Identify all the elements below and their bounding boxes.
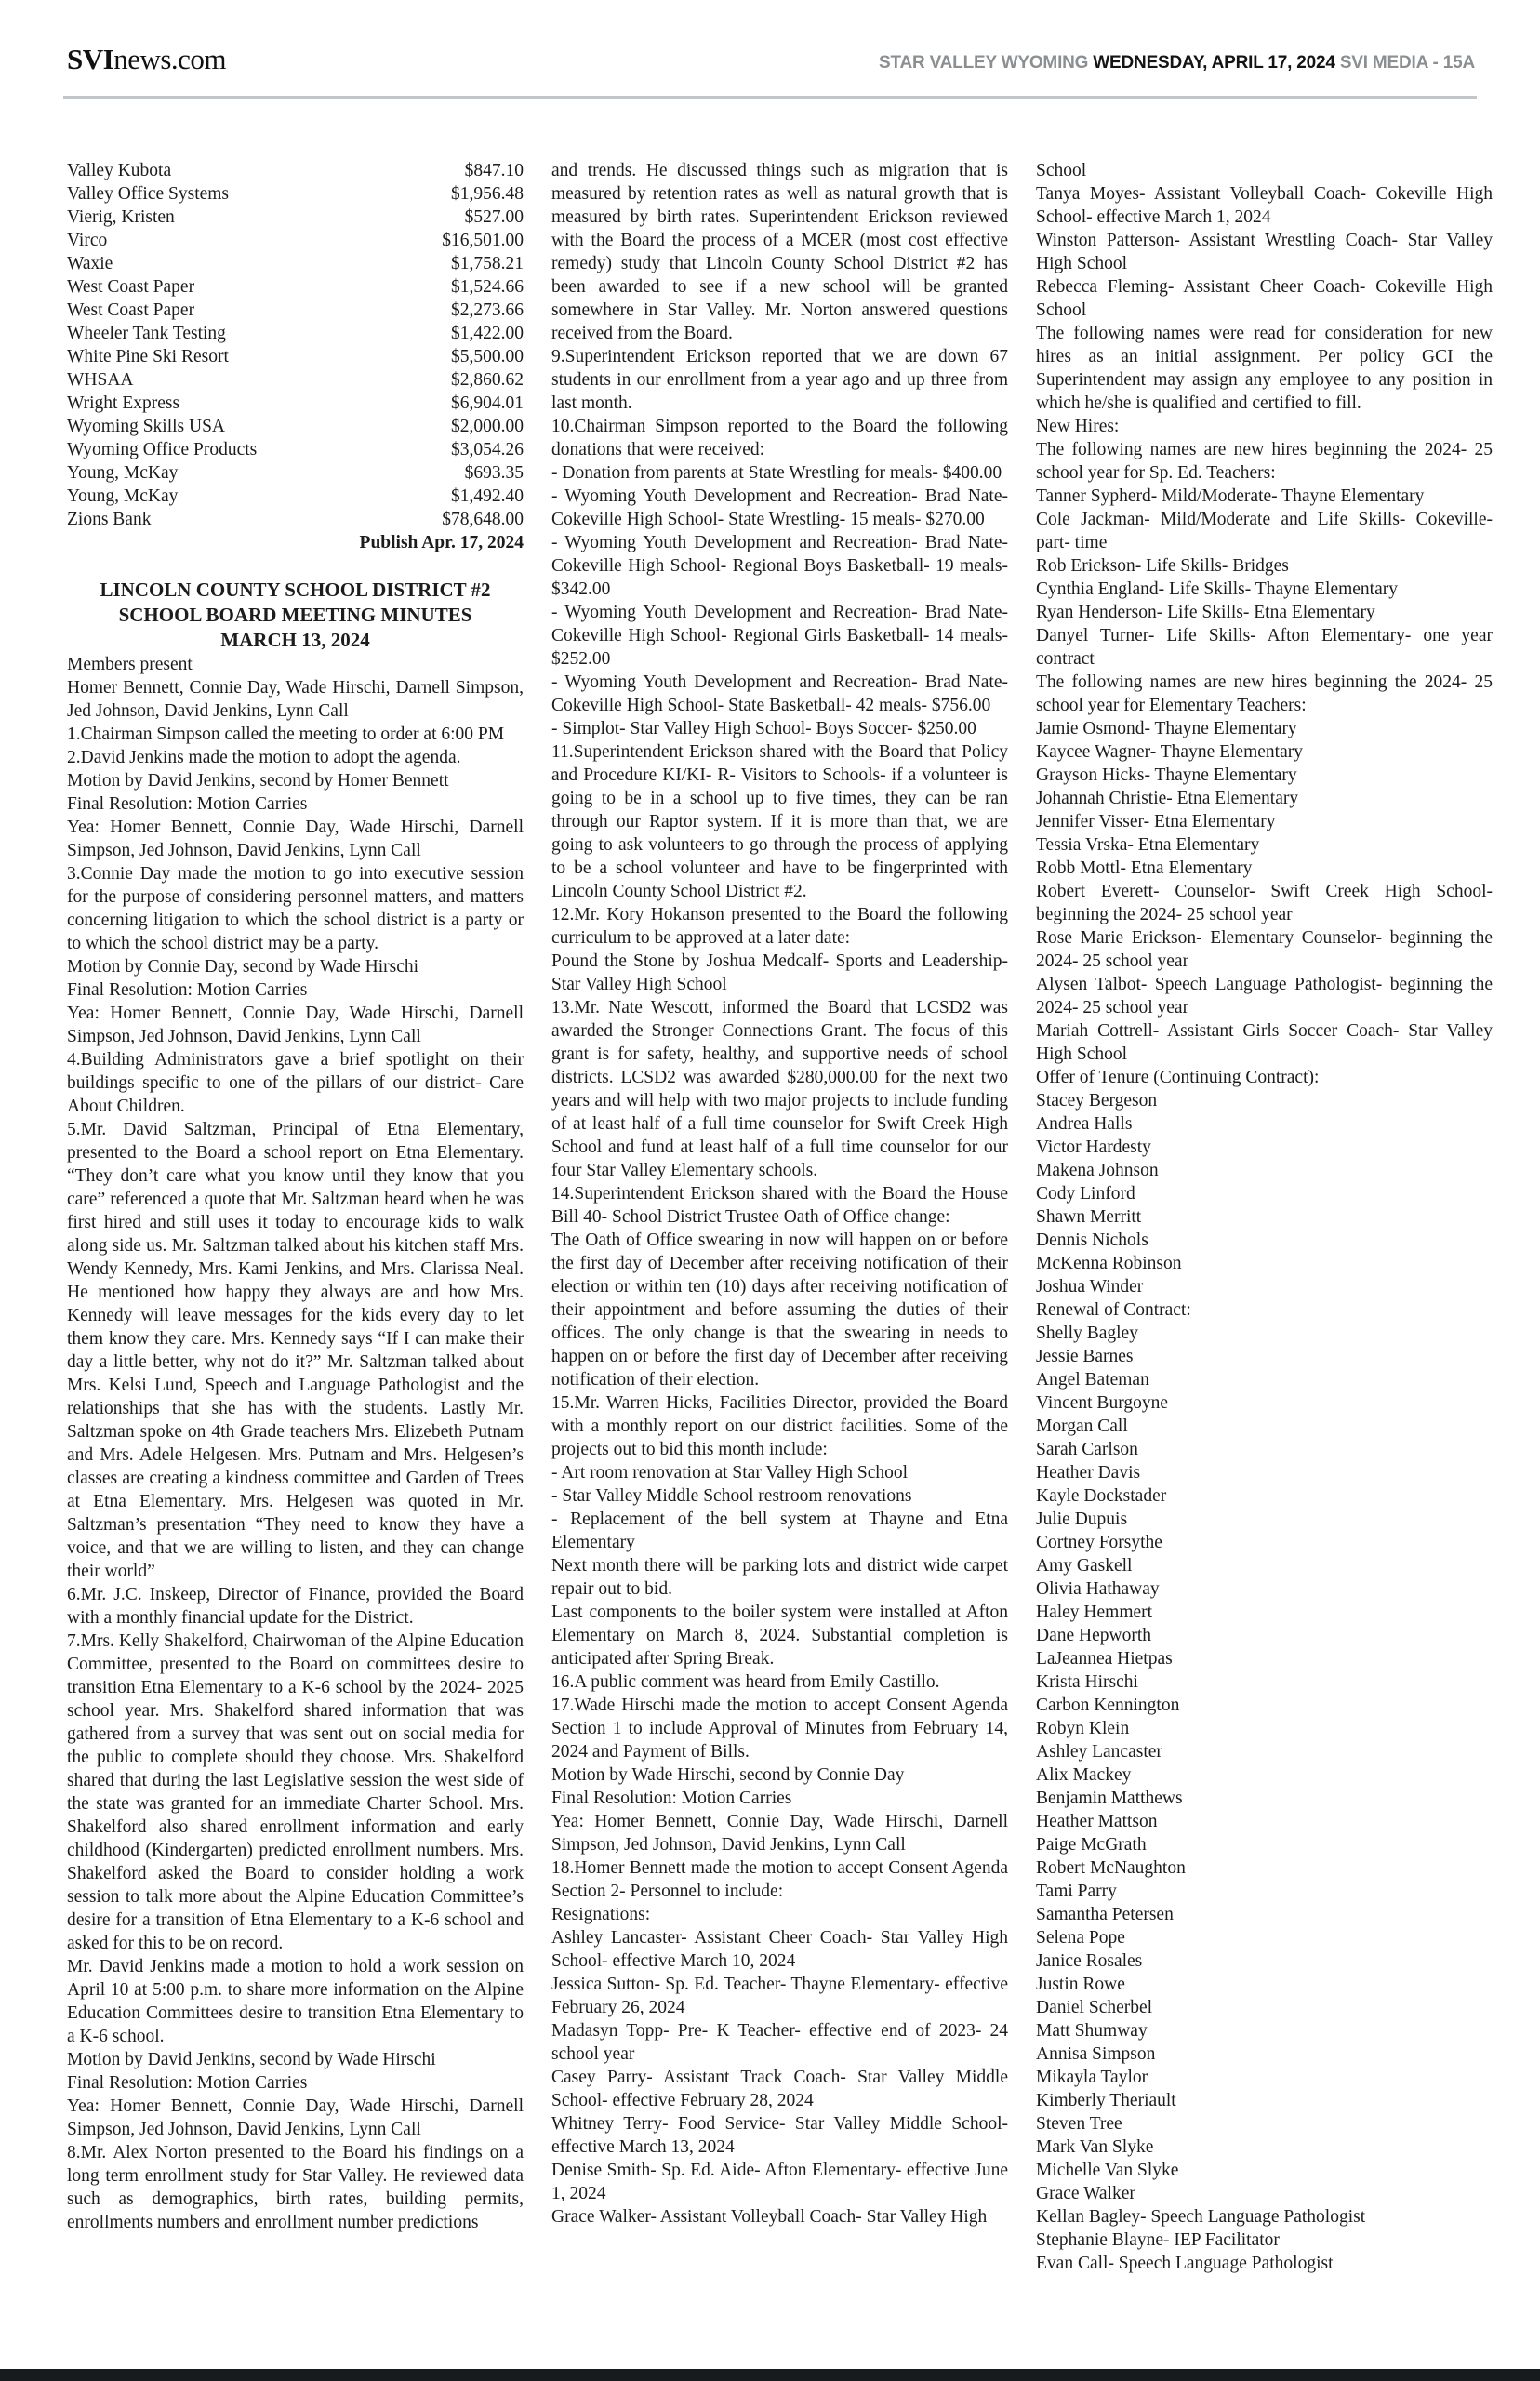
- minutes-paragraph: Amy Gaskell: [1036, 1556, 1133, 1576]
- minutes-paragraph: Kaycee Wagner- Thayne Elementary: [1036, 742, 1303, 762]
- minutes-paragraph: Rebecca Fleming- Assistant Cheer Coach- Cokeville High School: [1036, 277, 1493, 320]
- header-divider: [63, 96, 1477, 99]
- header-region: STAR VALLEY WYOMING: [878, 53, 1094, 73]
- minutes-paragraph: Motion by Connie Day, second by Wade Hirschi: [67, 957, 419, 977]
- minutes-paragraph: 3.Connie Day made the motion to go into executive session for the purpose of considering personnel matters, and matters concerning litigation to which the school district is a party or to which the school district may be a party.: [67, 864, 524, 953]
- payment-row: [67, 415, 524, 438]
- header-meta: [879, 53, 1475, 73]
- minutes-paragraph: Olivia Hathaway: [1036, 1579, 1160, 1599]
- minutes-paragraph: Andrea Halls: [1036, 1114, 1133, 1134]
- minutes-paragraph: Stacey Bergeson: [1036, 1091, 1158, 1111]
- payment-amount: $693.35: [464, 463, 524, 483]
- minutes-paragraph: 2.David Jenkins made the motion to adopt the agenda.: [67, 748, 461, 767]
- payment-amount: $2,273.66: [451, 300, 524, 320]
- payment-row: [67, 182, 524, 206]
- minutes-paragraph: - Wyoming Youth Development and Recreation- Brad Nate- Cokeville High School- Regional Girls Basketball- 14 meals- $252.00: [551, 603, 1008, 669]
- minutes-paragraph: Ashley Lancaster- Assistant Cheer Coach- Star Valley High School- effective March 10, 2024: [551, 1928, 1008, 1971]
- minutes-paragraph: Robyn Klein: [1036, 1719, 1130, 1738]
- minutes-paragraph: Robb Mottl- Etna Elementary: [1036, 858, 1253, 878]
- minutes-paragraph: Angel Bateman: [1036, 1370, 1149, 1390]
- minutes-paragraph: - Star Valley Middle School restroom renovations: [551, 1486, 912, 1506]
- payment-amount: $5,500.00: [451, 347, 524, 366]
- minutes-paragraph: Alysen Talbot- Speech Language Pathologist- beginning the 2024- 25 school year: [1036, 975, 1493, 1018]
- minutes-paragraph: Final Resolution: Motion Carries: [67, 794, 308, 814]
- minutes-paragraph: The following names were read for consideration for new hires as an initial assignment. Per policy GCI the Superintendent may assign any employee to any position in which he/she is qualified and certified to fill.: [1036, 324, 1493, 413]
- minutes-paragraph: Victor Hardesty: [1036, 1137, 1151, 1157]
- header-edition: SVI MEDIA - 15A: [1334, 53, 1475, 73]
- minutes-paragraph: Annisa Simpson: [1036, 2044, 1156, 2064]
- payment-amount: $847.10: [464, 161, 524, 180]
- minutes-paragraph: 13.Mr. Nate Wescott, informed the Board that LCSD2 was awarded the Stronger Connections Grant. The focus of this grant is for safety, healthy, and supportive needs of school districts. LCSD2 was awarded $280,000.00 for the next two years and will help with two major projects to include funding of at least half of a full time counselor for Swift Creek High School and fund at least half of a full time counselor for our four Star Valley Elementary schools.: [551, 998, 1008, 1180]
- minutes-paragraph: Jamie Osmond- Thayne Elementary: [1036, 719, 1297, 738]
- payment-row: [67, 229, 524, 252]
- minutes-paragraph: Morgan Call: [1036, 1417, 1128, 1436]
- minutes-paragraph: Vincent Burgoyne: [1036, 1393, 1168, 1413]
- minutes-paragraph: Tanner Sypherd- Mild/Moderate- Thayne Elementary: [1036, 486, 1425, 506]
- minutes-paragraph: and trends. He discussed things such as migration that is measured by retention rates as well as natural growth that is measured by birth rates. Superintendent Erickson reviewed with the Board the process of a MCER (most cost effective remedy) study that Lincoln County School District #2 has been awarded to see if a new school will be granted somewhere in Star Valley. Mr. Norton answered questions received from the Board.: [551, 161, 1008, 343]
- page-content: [67, 159, 1493, 2275]
- payment-amount: $527.00: [464, 207, 524, 227]
- column-2: [551, 159, 1008, 2275]
- masthead-logo-prefix: SVI: [67, 43, 114, 75]
- footer-bar: [0, 2369, 1540, 2381]
- payment-row: [67, 438, 524, 461]
- payee-name: West Coast Paper: [67, 277, 195, 297]
- minutes-paragraph: Sarah Carlson: [1036, 1440, 1138, 1459]
- minutes-paragraph: Paige McGrath: [1036, 1835, 1147, 1855]
- column-3: [1036, 159, 1493, 2275]
- minutes-paragraph: Grace Walker- Assistant Volleyball Coach- Star Valley High: [551, 2207, 988, 2227]
- minutes-paragraph: Yea: Homer Bennett, Connie Day, Wade Hirschi, Darnell Simpson, Jed Johnson, David Jenkins, Lynn Call: [67, 2096, 524, 2139]
- payee-name: Valley Office Systems: [67, 184, 230, 204]
- payment-amount: $1,492.40: [451, 486, 524, 506]
- minutes-paragraph: Heather Mattson: [1036, 1812, 1158, 1831]
- minutes-paragraph: New Hires:: [1036, 417, 1120, 436]
- minutes-paragraph: Final Resolution: Motion Carries: [67, 2073, 308, 2093]
- payee-name: Young, McKay: [67, 463, 179, 483]
- minutes-paragraph: Carbon Kennington: [1036, 1696, 1180, 1715]
- minutes-paragraph: 18.Homer Bennett made the motion to accept Consent Agenda Section 2- Personnel to include:: [551, 1858, 1008, 1901]
- publish-line: Publish Apr. 17, 2024: [359, 533, 524, 552]
- minutes-title-line: MARCH 13, 2024: [220, 629, 370, 651]
- minutes-paragraph: Krista Hirschi: [1036, 1672, 1138, 1692]
- minutes-paragraph: Daniel Scherbel: [1036, 1998, 1153, 2017]
- minutes-paragraph: Next month there will be parking lots and district wide carpet repair out to bid.: [551, 1556, 1008, 1599]
- minutes-paragraph: Janice Rosales: [1036, 1951, 1143, 1971]
- minutes-paragraph: Justin Rowe: [1036, 1975, 1125, 1994]
- payee-name: Wright Express: [67, 393, 180, 413]
- payee-name: Wheeler Tank Testing: [67, 324, 226, 343]
- minutes-paragraph: Mikayla Taylor: [1036, 2068, 1148, 2087]
- minutes-paragraph: Shawn Merritt: [1036, 1207, 1142, 1227]
- minutes-paragraph: 10.Chairman Simpson reported to the Board the following donations that were received:: [551, 417, 1008, 459]
- minutes-paragraph: Kimberly Theriault: [1036, 2091, 1176, 2110]
- minutes-paragraph: Dennis Nichols: [1036, 1230, 1148, 1250]
- minutes-paragraph: 4.Building Administrators gave a brief spotlight on their buildings specific to one of the pillars of our district- Care About Children.: [67, 1050, 524, 1116]
- minutes-paragraph: The following names are new hires beginning the 2024- 25 school year for Elementary Teachers:: [1036, 672, 1493, 715]
- payment-row: [67, 322, 524, 345]
- minutes-title-line: SCHOOL BOARD MEETING MINUTES: [118, 604, 472, 626]
- minutes-paragraph: 5.Mr. David Saltzman, Principal of Etna Elementary, presented to the Board a school report on Etna Elementary. “They don’t care what you know until they know that you care” referenced a quote that Mr. Saltzman heard when he was first hired and still uses it today to encourage kids to walk along side us. Mr. Saltzman talked about his kitchen staff Mrs. Wendy Kennedy, Mrs. Kami Jenkins, and Mrs. Clarissa Neal. He mentioned how happy they always are and how Mrs. Kennedy will leave messages for the kids every day to let them know they care. Mrs. Kennedy says “If I can make their day a little better, why not do it?” Mr. Saltzman talked about Mrs. Kelsi Lund, Speech and Language Pathologist and the relationships that she has with the students. Lastly Mr. Saltzman spoke on 4th Grade teachers Mrs. Elizebeth Putnam and Mrs. Adele Helgesen. Mrs. Putnam and Mrs. Helgesen’s classes are creating a kindness committee and Garden of Trees at Etna Elementary. Mrs. Helgesen was quoted in Mr. Saltzman’s presentation “They need to know they have a voice, and that we are willing to listen, and they can change their world”: [67, 1120, 524, 1581]
- payee-name: Vierig, Kristen: [67, 207, 175, 227]
- minutes-paragraph: Jennifer Visser- Etna Elementary: [1036, 812, 1276, 831]
- payment-amount: $1,758.21: [451, 254, 524, 273]
- payment-amount: $2,860.62: [451, 370, 524, 390]
- minutes-paragraph: Final Resolution: Motion Carries: [551, 1789, 792, 1808]
- minutes-paragraph: McKenna Robinson: [1036, 1254, 1182, 1273]
- minutes-paragraph: 17.Wade Hirschi made the motion to accept Consent Agenda Section 1 to include Approval of Minutes from February 14, 2024 and Payment of Bills.: [551, 1696, 1008, 1762]
- minutes-paragraph: 14.Superintendent Erickson shared with the Board the House Bill 40- School District Trustee Oath of Office change:: [551, 1184, 1008, 1227]
- minutes-title-line: LINCOLN COUNTY SCHOOL DISTRICT #2: [100, 579, 491, 601]
- minutes-paragraph: Denise Smith- Sp. Ed. Aide- Afton Elementary- effective June 1, 2024: [551, 2161, 1008, 2203]
- payment-amount: $2,000.00: [451, 417, 524, 436]
- masthead-logo: [67, 43, 226, 76]
- minutes-paragraph: - Simplot- Star Valley High School- Boys Soccer- $250.00: [551, 719, 976, 738]
- minutes-paragraph: Ashley Lancaster: [1036, 1742, 1162, 1762]
- minutes-paragraph: Kellan Bagley- Speech Language Pathologist: [1036, 2207, 1366, 2227]
- minutes-paragraph: 16.A public comment was heard from Emily Castillo.: [551, 1672, 940, 1692]
- minutes-paragraph: Matt Shumway: [1036, 2021, 1148, 2041]
- minutes-paragraph: Motion by David Jenkins, second by Homer Bennett: [67, 771, 449, 791]
- payee-name: Wyoming Office Products: [67, 440, 258, 459]
- column-3-paragraphs: [1036, 159, 1493, 2275]
- payment-row: [67, 299, 524, 322]
- minutes-paragraph: 8.Mr. Alex Norton presented to the Board his findings on a long term enrollment study for Star Valley. He reviewed data such as demographics, birth rates, building permits, enrollments numbers and enrollment number predictions: [67, 2143, 524, 2232]
- minutes-paragraph: Cody Linford: [1036, 1184, 1135, 1204]
- minutes-paragraph: Cynthia England- Life Skills- Thayne Elementary: [1036, 579, 1399, 599]
- payment-row: [67, 206, 524, 229]
- payment-row: [67, 368, 524, 392]
- minutes-paragraph: LaJeannea Hietpas: [1036, 1649, 1173, 1669]
- payment-row: [67, 275, 524, 299]
- payment-amount: $1,524.66: [451, 277, 524, 297]
- minutes-paragraph: Julie Dupuis: [1036, 1510, 1128, 1529]
- minutes-paragraph: Cole Jackman- Mild/Moderate and Life Skills- Cokeville- part- time: [1036, 510, 1493, 552]
- payment-amount: $16,501.00: [442, 231, 524, 250]
- minutes-paragraph: Rose Marie Erickson- Elementary Counselor- beginning the 2024- 25 school year: [1036, 928, 1493, 971]
- minutes-paragraph: Michelle Van Slyke: [1036, 2161, 1179, 2180]
- minutes-paragraph: Final Resolution: Motion Carries: [67, 980, 308, 1000]
- minutes-paragraph: Renewal of Contract:: [1036, 1300, 1191, 1320]
- minutes-paragraph: Steven Tree: [1036, 2114, 1122, 2134]
- minutes-paragraph: Johannah Christie- Etna Elementary: [1036, 789, 1299, 808]
- minutes-paragraph: - Replacement of the bell system at Thayne and Etna Elementary: [551, 1510, 1008, 1552]
- minutes-paragraph: Dane Hepworth: [1036, 1626, 1151, 1645]
- payee-name: Waxie: [67, 254, 113, 273]
- minutes-paragraph: School: [1036, 161, 1087, 180]
- payment-amount: $78,648.00: [442, 510, 524, 529]
- minutes-paragraph: Alix Mackey: [1036, 1765, 1132, 1785]
- payment-row: [67, 392, 524, 415]
- minutes-paragraph: Tami Parry: [1036, 1882, 1117, 1901]
- minutes-paragraph: Selena Pope: [1036, 1928, 1125, 1948]
- minutes-paragraph: Tessia Vrska- Etna Elementary: [1036, 835, 1260, 855]
- payment-row: [67, 159, 524, 182]
- minutes-paragraph: Robert Everett- Counselor- Swift Creek High School- beginning the 2024- 25 school year: [1036, 882, 1493, 924]
- minutes-paragraph: Tanya Moyes- Assistant Volleyball Coach- Cokeville High School- effective March 1, 2024: [1036, 184, 1493, 227]
- payment-amount: $1,422.00: [451, 324, 524, 343]
- minutes-paragraph: Offer of Tenure (Continuing Contract):: [1036, 1068, 1320, 1087]
- minutes-title: [71, 578, 520, 653]
- payments-list: [67, 159, 524, 531]
- minutes-paragraph: Grace Walker: [1036, 2184, 1135, 2203]
- column-1: [67, 159, 524, 2275]
- minutes-paragraph: Heather Davis: [1036, 1463, 1141, 1483]
- minutes-paragraph: 1.Chairman Simpson called the meeting to order at 6:00 PM: [67, 725, 505, 744]
- minutes-paragraph: Jessica Sutton- Sp. Ed. Teacher- Thayne Elementary- effective February 26, 2024: [551, 1975, 1008, 2017]
- minutes-paragraph: Mark Van Slyke: [1036, 2137, 1154, 2157]
- minutes-paragraph: 9.Superintendent Erickson reported that we are down 67 students in our enrollment from a year ago and up three from last month.: [551, 347, 1008, 413]
- minutes-paragraph: Yea: Homer Bennett, Connie Day, Wade Hirschi, Darnell Simpson, Jed Johnson, David Jenkins, Lynn Call: [67, 1004, 524, 1046]
- minutes-paragraph: Robert McNaughton: [1036, 1858, 1186, 1878]
- minutes-paragraph: Stephanie Blayne- IEP Facilitator: [1036, 2230, 1280, 2250]
- masthead-logo-suffix: news.com: [113, 43, 227, 75]
- minutes-paragraph: Resignations:: [551, 1905, 651, 1924]
- payee-name: Virco: [67, 231, 108, 250]
- payee-name: Wyoming Skills USA: [67, 417, 226, 436]
- page-header: [0, 0, 1540, 99]
- payee-name: White Pine Ski Resort: [67, 347, 229, 366]
- payee-name: Young, McKay: [67, 486, 179, 506]
- minutes-paragraph: Pound the Stone by Joshua Medcalf- Sports and Leadership- Star Valley High School: [551, 951, 1008, 994]
- minutes-paragraph: Makena Johnson: [1036, 1161, 1159, 1180]
- minutes-paragraph: Ryan Henderson- Life Skills- Etna Elementary: [1036, 603, 1375, 622]
- column-1-paragraphs: [67, 653, 524, 2234]
- minutes-paragraph: The following names are new hires beginning the 2024- 25 school year for Sp. Ed. Teachers:: [1036, 440, 1493, 483]
- payment-row: [67, 345, 524, 368]
- minutes-paragraph: - Donation from parents at State Wrestling for meals- $400.00: [551, 463, 1002, 483]
- minutes-paragraph: The Oath of Office swearing in now will happen on or before the first day of December after receiving notification of their election or within ten (10) days after receiving notification of their appointment and before assuming the duties of their offices. The only change is that the swearing in needs to happen on or before the first day of December after receiving notification of their election.: [551, 1230, 1008, 1390]
- minutes-paragraph: 15.Mr. Warren Hicks, Facilities Director, provided the Board with a monthly report on our district facilities. Some of the projects out to bid this month include:: [551, 1393, 1008, 1459]
- minutes-paragraph: Jessie Barnes: [1036, 1347, 1134, 1366]
- minutes-paragraph: Winston Patterson- Assistant Wrestling Coach- Star Valley High School: [1036, 231, 1493, 273]
- minutes-paragraph: Mr. David Jenkins made a motion to hold a work session on April 10 at 5:00 p.m. to share more information on the Alpine Education Committees desire to transition Etna Elementary to a K-6 school.: [67, 1957, 524, 2046]
- minutes-paragraph: - Art room renovation at Star Valley High School: [551, 1463, 909, 1483]
- payment-amount: $3,054.26: [451, 440, 524, 459]
- minutes-paragraph: 12.Mr. Kory Hokanson presented to the Board the following curriculum to be approved at a later date:: [551, 905, 1008, 948]
- payee-name: Zions Bank: [67, 510, 152, 529]
- payment-row: [67, 252, 524, 275]
- payment-row: [67, 461, 524, 485]
- minutes-paragraph: Homer Bennett, Connie Day, Wade Hirschi, Darnell Simpson, Jed Johnson, David Jenkins, Lynn Call: [67, 678, 524, 721]
- minutes-paragraph: Members present: [67, 655, 192, 674]
- minutes-paragraph: Whitney Terry- Food Service- Star Valley Middle School- effective March 13, 2024: [551, 2114, 1008, 2157]
- payment-row: [67, 485, 524, 508]
- minutes-paragraph: Motion by David Jenkins, second by Wade Hirschi: [67, 2050, 436, 2069]
- minutes-paragraph: 11.Superintendent Erickson shared with the Board that Policy and Procedure KI/KI- R- Visitors to Schools- if a volunteer is going to be in a school up to five times, they can be ran through our Raptor system. If it is more than that, we are going to ask volunteers to go through the process of applying to be a school volunteer and have to be fingerprinted with Lincoln County School District #2.: [551, 742, 1008, 901]
- minutes-paragraph: Yea: Homer Bennett, Connie Day, Wade Hirschi, Darnell Simpson, Jed Johnson, David Jenkins, Lynn Call: [551, 1812, 1008, 1855]
- minutes-paragraph: Rob Erickson- Life Skills- Bridges: [1036, 556, 1289, 576]
- payment-row: [67, 508, 524, 531]
- minutes-paragraph: Grayson Hicks- Thayne Elementary: [1036, 765, 1297, 785]
- minutes-paragraph: Samantha Petersen: [1036, 1905, 1174, 1924]
- minutes-paragraph: 6.Mr. J.C. Inskeep, Director of Finance, provided the Board with a monthly financial update for the District.: [67, 1585, 524, 1628]
- minutes-paragraph: Haley Hemmert: [1036, 1603, 1153, 1622]
- minutes-paragraph: Danyel Turner- Life Skills- Afton Elementary- one year contract: [1036, 626, 1493, 669]
- minutes-paragraph: Motion by Wade Hirschi, second by Connie Day: [551, 1765, 905, 1785]
- minutes-paragraph: Madasyn Topp- Pre- K Teacher- effective end of 2023- 24 school year: [551, 2021, 1008, 2064]
- payee-name: WHSAA: [67, 370, 134, 390]
- minutes-paragraph: Joshua Winder: [1036, 1277, 1144, 1297]
- minutes-paragraph: Evan Call- Speech Language Pathologist: [1036, 2254, 1334, 2273]
- minutes-paragraph: Shelly Bagley: [1036, 1324, 1138, 1343]
- minutes-paragraph: - Wyoming Youth Development and Recreation- Brad Nate- Cokeville High School- State Wrestling- 15 meals- $270.00: [551, 486, 1008, 529]
- payee-name: West Coast Paper: [67, 300, 195, 320]
- header-date: WEDNESDAY, APRIL 17, 2024: [1093, 53, 1335, 73]
- payment-amount: $1,956.48: [451, 184, 524, 204]
- minutes-paragraph: 7.Mrs. Kelly Shakelford, Chairwoman of the Alpine Education Committee, presented to the Board on committees desire to transition Etna Elementary to a K-6 school by the 2024- 2025 school year. Mrs. Shakelford shared information that was gathered from a survey that was sent out on social media for the public to complete should they choose. Mrs. Shakelford shared that during the last Legislative session the west side of the state was granted for an immediate Charter School. Mrs. Shakelford also shared enrollment information and early childhood (Kindergarten) predicted enrollment numbers. Mrs. Shakelford asked the Board to consider holding a work session to talk more about the Alpine Education Committee’s desire for a transition of Etna Elementary to a K-6 school and asked for this to be on record.: [67, 1631, 524, 1953]
- minutes-paragraph: - Wyoming Youth Development and Recreation- Brad Nate- Cokeville High School- State Basketball- 42 meals- $756.00: [551, 672, 1008, 715]
- minutes-paragraph: Benjamin Matthews: [1036, 1789, 1183, 1808]
- minutes-paragraph: Casey Parry- Assistant Track Coach- Star Valley Middle School- effective February 28, 2024: [551, 2068, 1008, 2110]
- payee-name: Valley Kubota: [67, 161, 172, 180]
- column-2-paragraphs: [551, 159, 1008, 2228]
- minutes-paragraph: Cortney Forsythe: [1036, 1533, 1162, 1552]
- minutes-paragraph: Kayle Dockstader: [1036, 1486, 1167, 1506]
- minutes-paragraph: Mariah Cottrell- Assistant Girls Soccer Coach- Star Valley High School: [1036, 1021, 1493, 1064]
- minutes-paragraph: - Wyoming Youth Development and Recreation- Brad Nate- Cokeville High School- Regional Boys Basketball- 19 meals- $342.00: [551, 533, 1008, 599]
- minutes-paragraph: Yea: Homer Bennett, Connie Day, Wade Hirschi, Darnell Simpson, Jed Johnson, David Jenkins, Lynn Call: [67, 818, 524, 860]
- minutes-paragraph: Last components to the boiler system were installed at Afton Elementary on March 8, 2024. Substantial completion is anticipated after Spring Break.: [551, 1603, 1008, 1669]
- payment-amount: $6,904.01: [451, 393, 524, 413]
